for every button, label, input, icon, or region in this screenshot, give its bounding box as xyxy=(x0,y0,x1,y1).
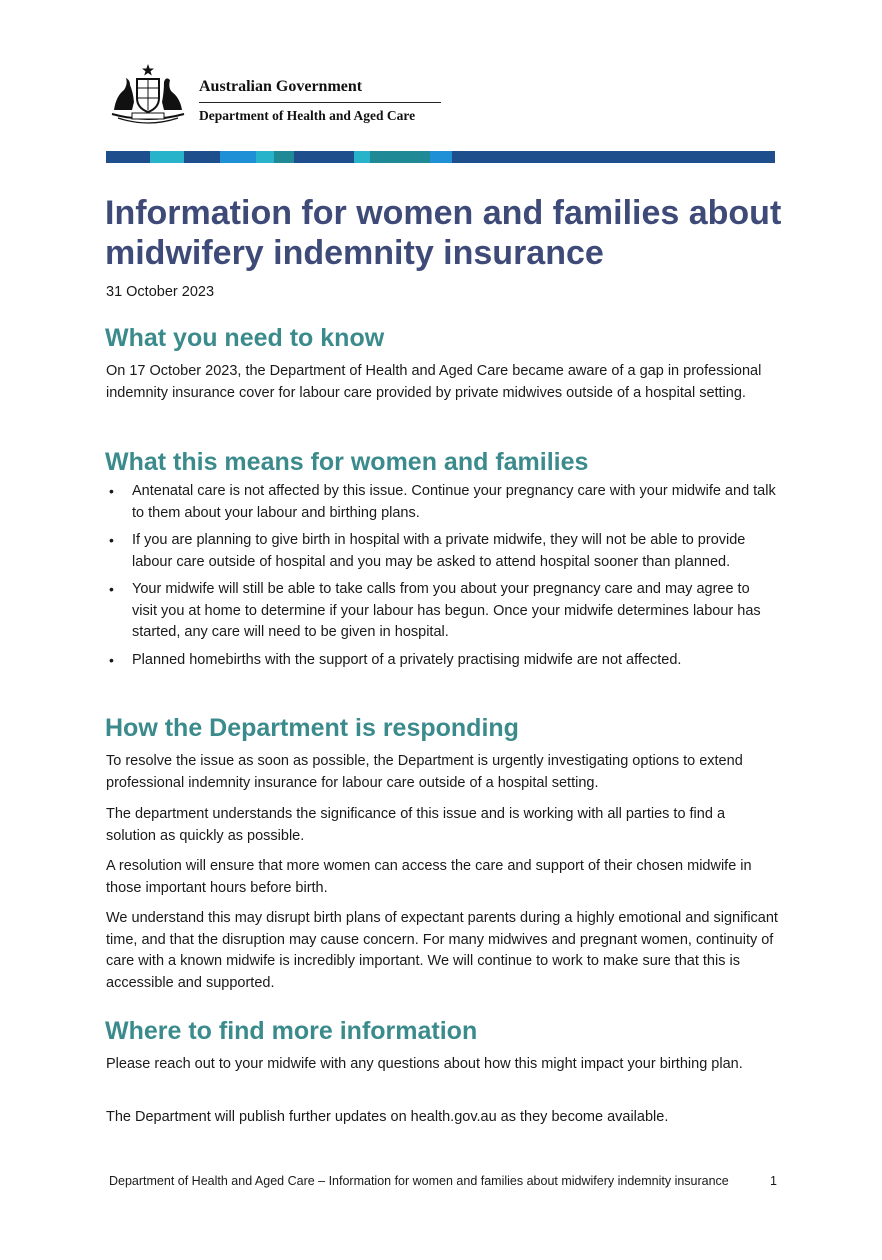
list-item xyxy=(106,650,778,672)
paragraph-more-1: Please reach out to your midwife with any questions about how this might impact your birthing plan. xyxy=(106,1056,743,1072)
impact-list xyxy=(106,481,778,677)
list-item-text: Your midwife will still be able to take calls from you about your pregnancy care and may agree to visit you at home to determine if your labour has begun. Once your midwife determines labour has started, any care will need to be given in hospital. xyxy=(132,581,761,640)
heading-how-responding: How the Department is responding xyxy=(105,714,519,742)
paragraph-more-2: The Department will publish further updates on health.gov.au as they become available. xyxy=(106,1109,669,1125)
list-item-text: Planned homebirths with the support of a privately practising midwife are not affected. xyxy=(132,651,682,668)
paragraph-know: On 17 October 2023, the Department of Health and Aged Care became aware of a gap in professional indemnity insurance cover for labour care provided by private midwives outside of a hospital setting. xyxy=(106,363,762,401)
stripe-segment xyxy=(220,151,256,163)
footer-text: Department of Health and Aged Care – Information for women and families about midwifery indemnity insurance xyxy=(109,1174,729,1188)
government-name: Australian Government xyxy=(199,78,363,95)
bullet-icon: • xyxy=(109,532,114,548)
paragraph-responding-1: To resolve the issue as soon as possible, the Department is urgently investigating options to extend professional indemnity insurance for labour care outside of a hospital setting. xyxy=(106,753,743,791)
page-footer xyxy=(109,1173,777,1190)
page-title: Information for women and families about midwifery indemnity insurance xyxy=(105,194,782,272)
logo-divider xyxy=(199,102,441,103)
stripe-segment xyxy=(354,151,370,163)
bullet-icon: • xyxy=(109,483,114,499)
color-stripe xyxy=(106,151,775,163)
stripe-segment xyxy=(150,151,184,163)
page-number: 1 xyxy=(770,1174,777,1188)
list-item xyxy=(106,579,778,644)
department-name: Department of Health and Aged Care xyxy=(199,108,416,123)
stripe-segment xyxy=(256,151,274,163)
list-item-text: If you are planning to give birth in hospital with a private midwife, they will not be able to provide labour care outside of hospital and you may be asked to attend hospital sooner than planned. xyxy=(132,532,746,570)
bullet-icon: • xyxy=(109,651,114,668)
paragraph-responding-4: We understand this may disrupt birth plans of expectant parents during a highly emotional and significant time, and that the disruption may cause concern. For many midwives and pregnant women, continuity of care with a known midwife is incredibly important. We will continue to work to make sure that this is accessible and supported. xyxy=(106,910,778,991)
stripe-segment xyxy=(452,151,775,163)
list-item xyxy=(106,481,778,524)
stripe-segment xyxy=(294,151,354,163)
stripe-segment xyxy=(184,151,220,163)
paragraph-responding-3: A resolution will ensure that more women can access the care and support of their chosen midwife in those important hours before birth. xyxy=(106,858,752,896)
bullet-icon: • xyxy=(109,581,114,597)
stripe-segment xyxy=(370,151,430,163)
stripe-segment xyxy=(430,151,452,163)
paragraph-responding-2: The department understands the significance of this issue and is working with all parties to find a solution as quickly as possible. xyxy=(106,806,726,844)
government-logo xyxy=(106,62,446,130)
list-item-text: Antenatal care is not affected by this issue. Continue your pregnancy care with your midwife and talk to them about your labour and birthing plans. xyxy=(132,483,776,521)
heading-what-this-means: What this means for women and families xyxy=(105,448,589,476)
heading-what-you-need-to-know: What you need to know xyxy=(105,324,385,352)
heading-more-information: Where to find more information xyxy=(105,1017,478,1045)
coat-of-arms-icon xyxy=(106,62,190,128)
stripe-segment xyxy=(106,151,150,163)
publish-date: 31 October 2023 xyxy=(106,284,215,300)
list-item xyxy=(106,530,778,573)
stripe-segment xyxy=(274,151,294,163)
